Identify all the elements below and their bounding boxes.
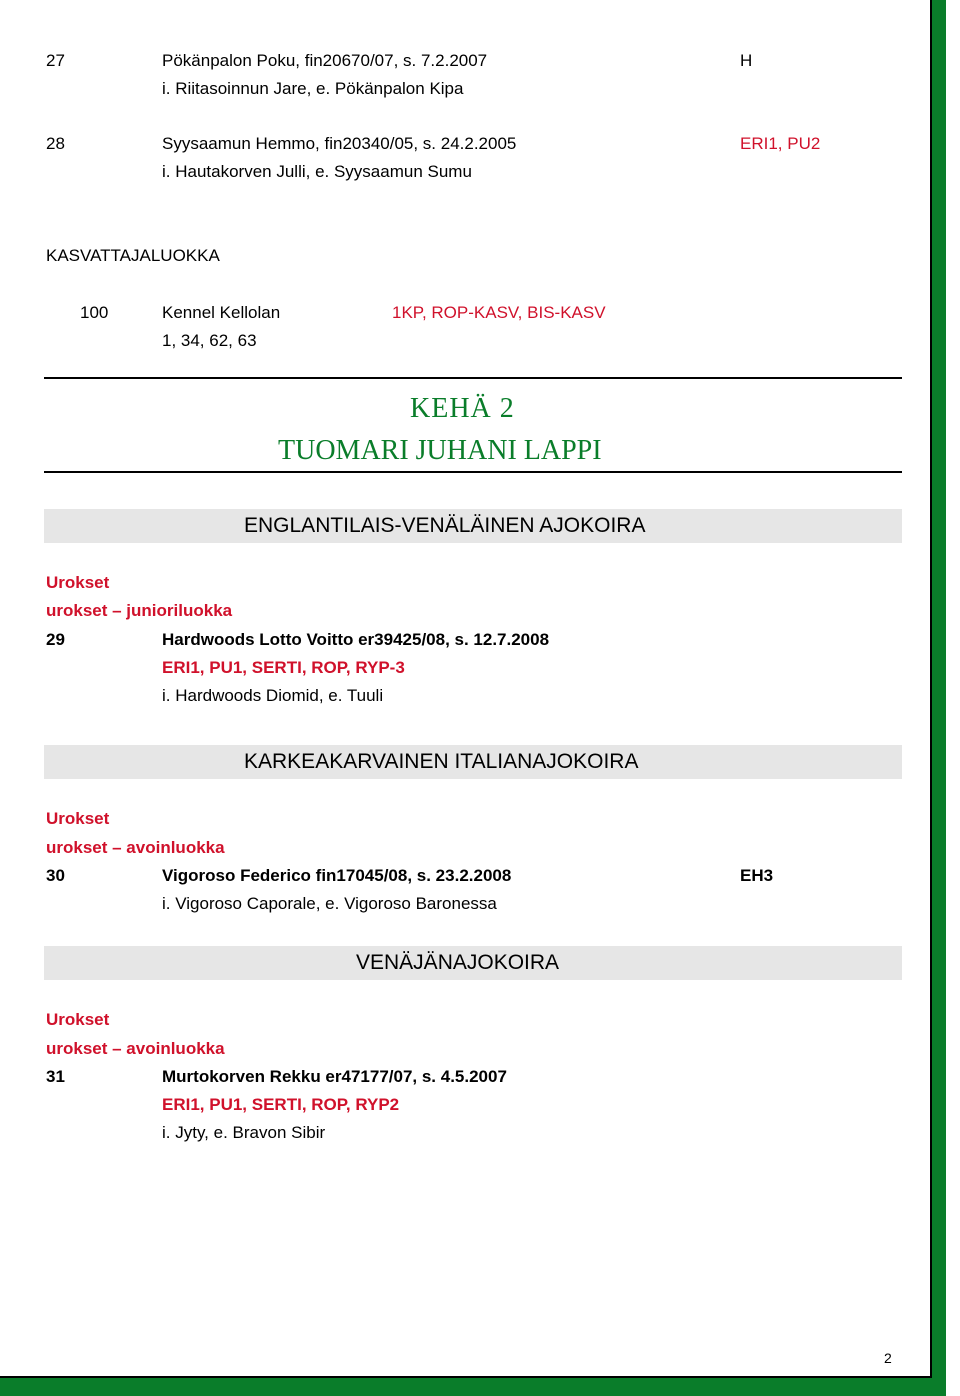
entry-number: 31 [46, 1067, 65, 1086]
entry-parents: i. Jyty, e. Bravon Sibir [162, 1123, 326, 1142]
entry-result: ERI1, PU2 [740, 134, 821, 153]
entry-parents: i. Vigoroso Caporale, e. Vigoroso Baronessa [162, 894, 497, 913]
breed-title: KARKEAKARVAINEN ITALIANAJOKOIRA [244, 750, 639, 773]
sex-heading: Urokset [46, 573, 110, 592]
breeder-class-title: KASVATTAJALUOKKA [46, 246, 220, 265]
breeder-class-number: 100 [80, 303, 109, 322]
ring-top-rule [44, 377, 902, 379]
breeder-class-members: 1, 34, 62, 63 [162, 331, 257, 350]
entry-result: ERI1, PU1, SERTI, ROP, RYP-3 [162, 658, 405, 677]
entry-result: H [740, 51, 753, 70]
entry-name: Vigoroso Federico fin17045/08, s. 23.2.2008 [162, 866, 512, 885]
breed-title: VENÄJÄNAJOKOIRA [356, 951, 560, 974]
class-heading: urokset – avoinluokka [46, 838, 225, 857]
entry-name: Pökänpalon Poku, fin20670/07, s. 7.2.2007 [162, 51, 488, 70]
entry-parents: i. Riitasoinnun Jare, e. Pökänpalon Kipa [162, 79, 464, 98]
breeder-class-name: Kennel Kellolan [162, 303, 281, 322]
entry-result: ERI1, PU1, SERTI, ROP, RYP2 [162, 1095, 400, 1114]
entry-name: Syysaamun Hemmo, fin20340/05, s. 24.2.2005 [162, 134, 517, 153]
ring-bottom-rule [44, 471, 902, 473]
entry-parents: i. Hautakorven Julli, e. Syysaamun Sumu [162, 162, 472, 181]
page-frame-right [932, 0, 946, 1396]
sex-heading: Urokset [46, 1010, 110, 1029]
page-number: 2 [884, 1350, 892, 1366]
sex-heading: Urokset [46, 809, 110, 828]
page-frame-bottom [0, 1378, 946, 1396]
entry-number: 28 [46, 134, 65, 153]
entry-result: EH3 [740, 866, 774, 885]
ring-title: KEHÄ 2 [410, 393, 515, 424]
judge-name: TUOMARI JUHANI LAPPI [278, 435, 602, 466]
entry-parents: i. Hardwoods Diomid, e. Tuuli [162, 686, 384, 705]
entry-number: 29 [46, 630, 65, 649]
breeder-class-result: 1KP, ROP-KASV, BIS-KASV [392, 303, 606, 322]
class-heading: urokset – avoinluokka [46, 1039, 225, 1058]
entry-name: Hardwoods Lotto Voitto er39425/08, s. 12.7.2008 [162, 630, 550, 649]
class-heading: urokset – junioriluokka [46, 601, 233, 620]
entry-number: 27 [46, 51, 65, 70]
entry-number: 30 [46, 866, 65, 885]
entry-name: Murtokorven Rekku er47177/07, s. 4.5.2007 [162, 1067, 507, 1086]
breed-title: ENGLANTILAIS-VENÄLÄINEN AJOKOIRA [244, 514, 646, 537]
